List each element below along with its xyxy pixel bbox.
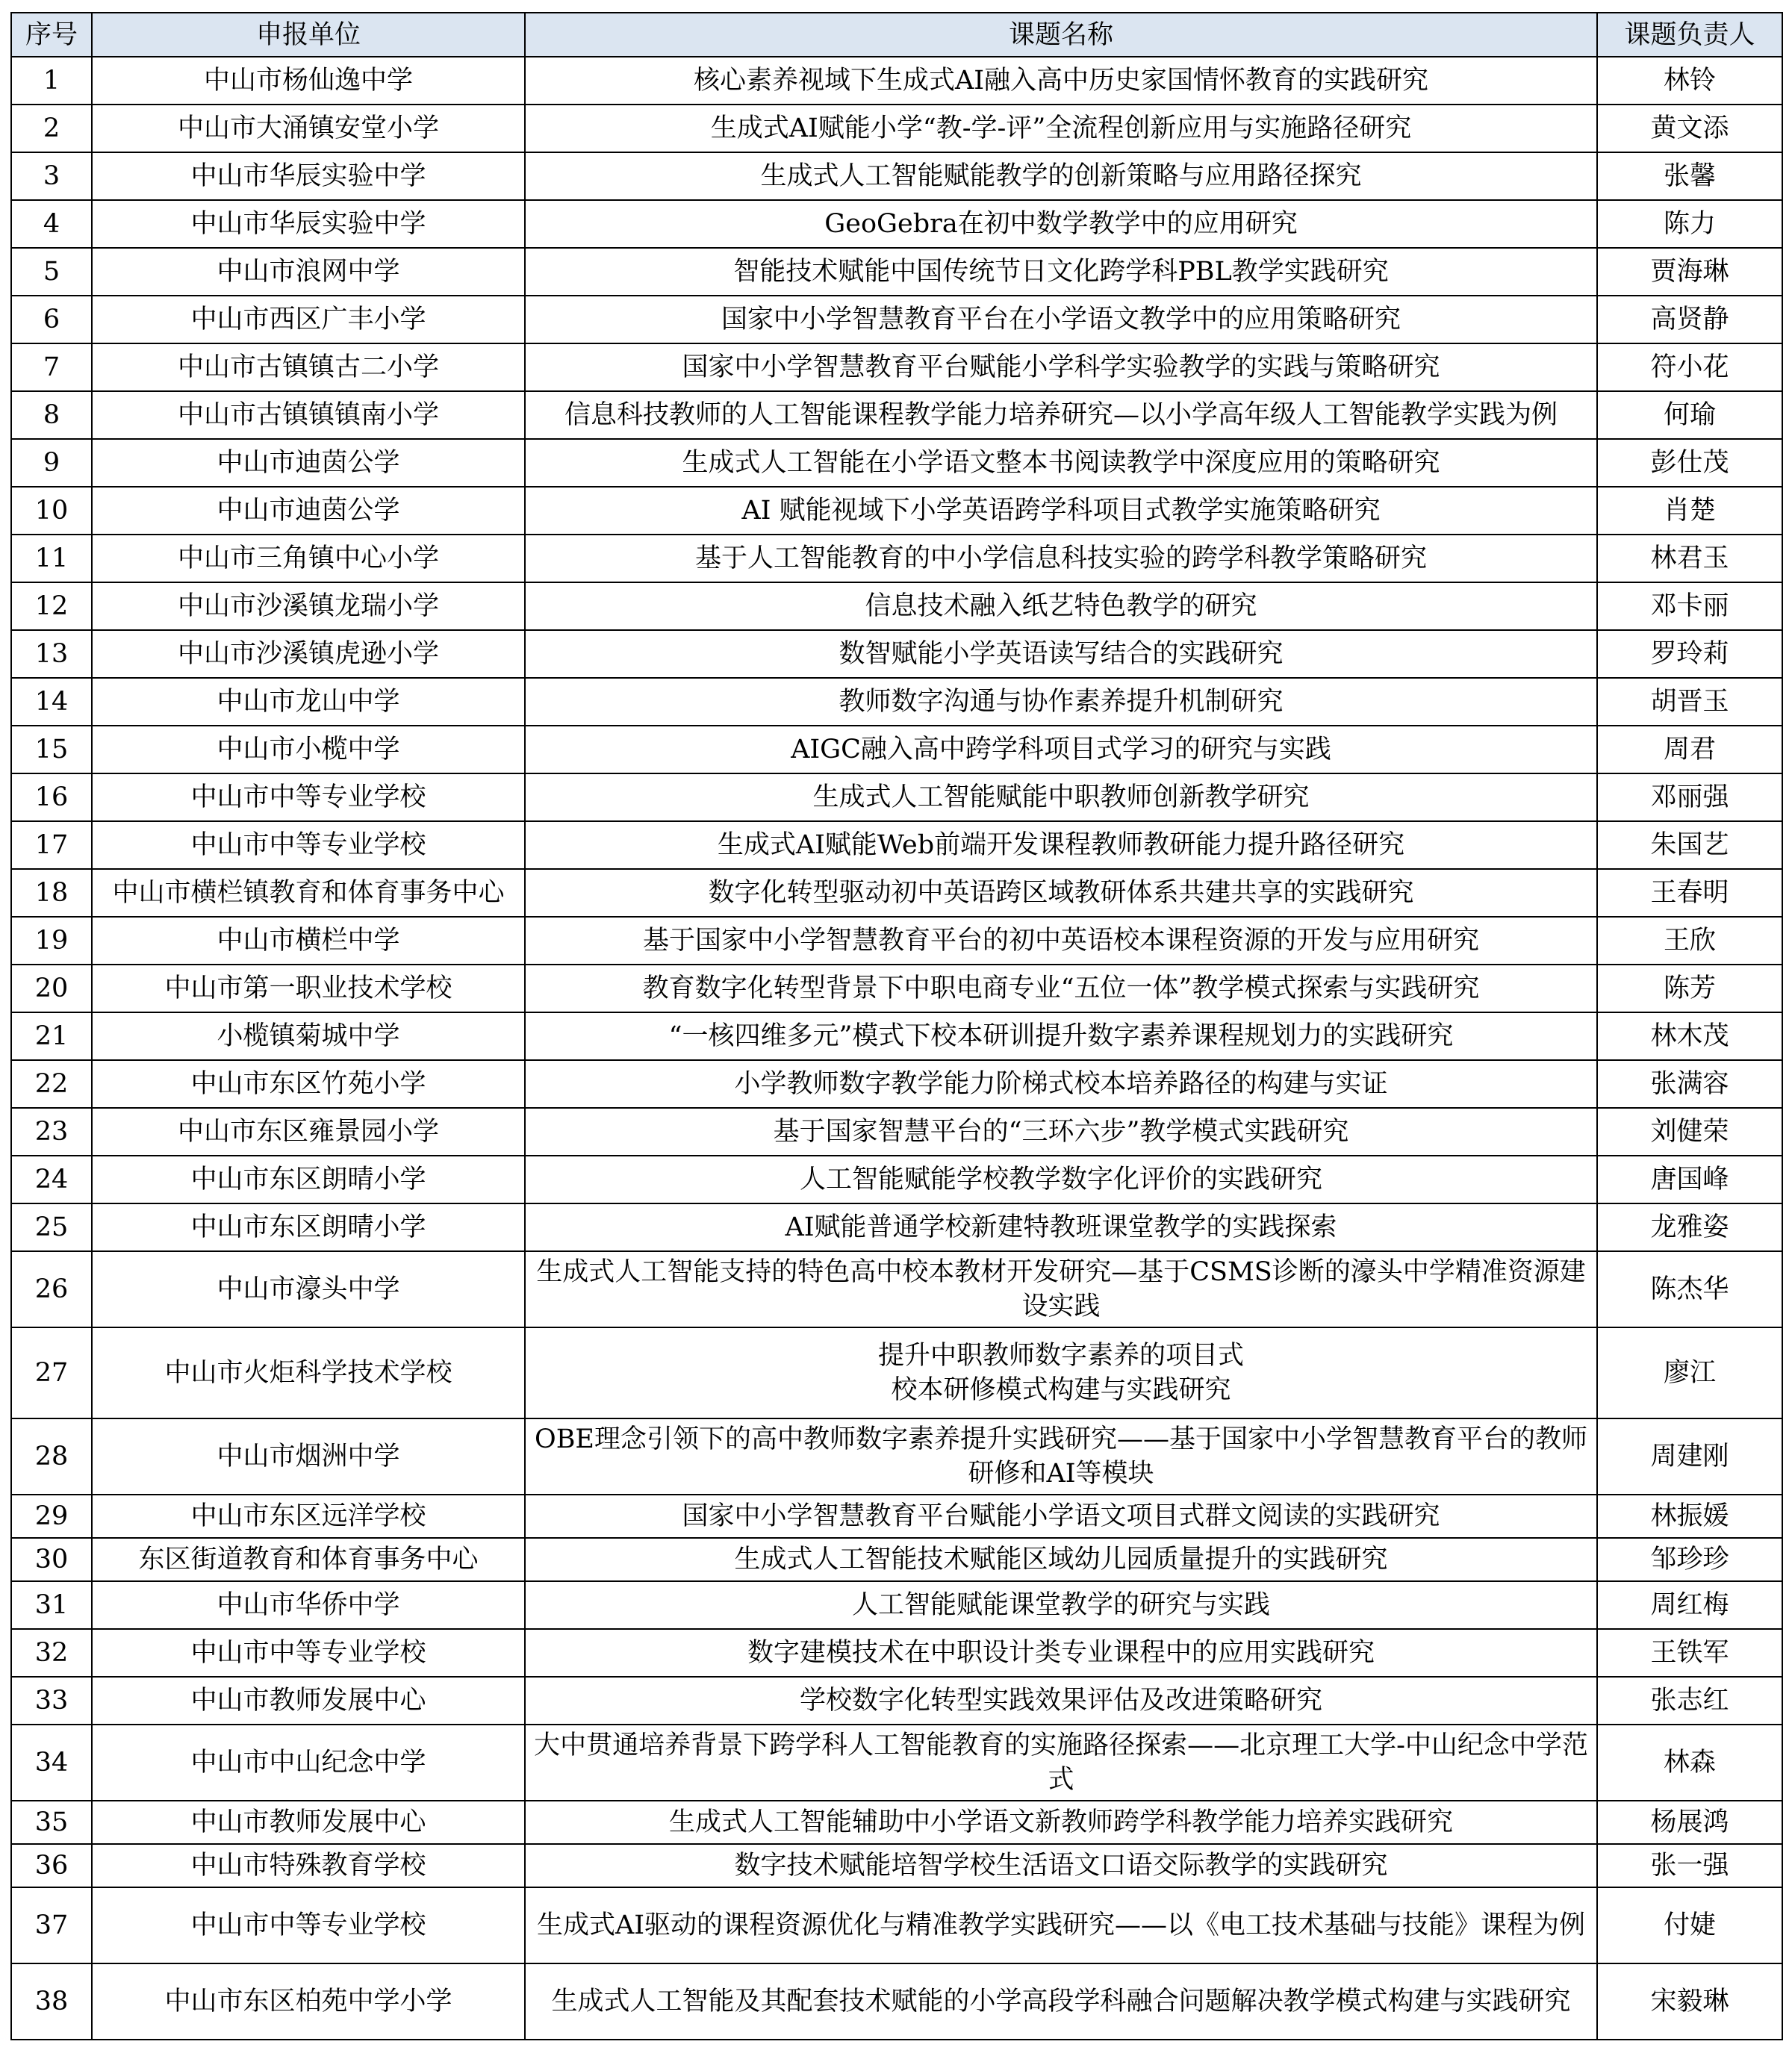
cell-index: 19 [11, 917, 92, 965]
cell-title: “一核四维多元”模式下校本研训提升数字素养课程规划力的实践研究 [525, 1012, 1597, 1060]
cell-title: 信息技术融入纸艺特色教学的研究 [525, 582, 1597, 630]
cell-unit: 中山市东区竹苑小学 [92, 1060, 525, 1108]
cell-title [525, 1327, 1597, 1418]
cell-index: 11 [11, 535, 92, 582]
table-row [11, 1418, 1782, 1495]
table-row [11, 1629, 1782, 1677]
cell-unit: 中山市浪网中学 [92, 248, 525, 296]
table-row [11, 57, 1782, 105]
cell-lead: 何瑜 [1597, 391, 1782, 439]
table-row [11, 965, 1782, 1012]
cell-index: 20 [11, 965, 92, 1012]
table-row [11, 1060, 1782, 1108]
cell-index: 15 [11, 726, 92, 773]
cell-index: 2 [11, 105, 92, 152]
cell-index: 26 [11, 1251, 92, 1327]
cell-lead: 付婕 [1597, 1887, 1782, 1963]
table-row [11, 1887, 1782, 1963]
cell-unit: 中山市横栏镇教育和体育事务中心 [92, 869, 525, 917]
cell-index: 36 [11, 1844, 92, 1887]
cell-title: 数字技术赋能培智学校生活语文口语交际教学的实践研究 [525, 1844, 1597, 1887]
cell-lead: 周红梅 [1597, 1581, 1782, 1629]
cell-title: 基于国家智慧平台的“三环六步”教学模式实践研究 [525, 1108, 1597, 1156]
table-row [11, 582, 1782, 630]
cell-title: 国家中小学智慧教育平台赋能小学科学实验教学的实践与策略研究 [525, 343, 1597, 391]
table-row [11, 535, 1782, 582]
cell-index: 24 [11, 1156, 92, 1203]
cell-index: 9 [11, 439, 92, 487]
cell-lead: 龙雅姿 [1597, 1203, 1782, 1251]
cell-title: 小学教师数字教学能力阶梯式校本培养路径的构建与实证 [525, 1060, 1597, 1108]
cell-unit: 中山市横栏中学 [92, 917, 525, 965]
cell-lead: 陈力 [1597, 200, 1782, 248]
cell-lead: 邹珍珍 [1597, 1538, 1782, 1581]
cell-index: 29 [11, 1495, 92, 1538]
cell-unit: 中山市烟洲中学 [92, 1418, 525, 1495]
cell-lead: 陈杰华 [1597, 1251, 1782, 1327]
cell-title: 智能技术赋能中国传统节日文化跨学科PBL教学实践研究 [525, 248, 1597, 296]
cell-index: 6 [11, 296, 92, 343]
table-row [11, 1677, 1782, 1725]
cell-index: 3 [11, 152, 92, 200]
cell-lead: 刘健荣 [1597, 1108, 1782, 1156]
cell-index: 37 [11, 1887, 92, 1963]
cell-title: GeoGebra在初中数学教学中的应用研究 [525, 200, 1597, 248]
cell-unit: 中山市火炬科学技术学校 [92, 1327, 525, 1418]
cell-unit: 中山市沙溪镇虎逊小学 [92, 630, 525, 678]
table-row [11, 296, 1782, 343]
cell-unit: 中山市华侨中学 [92, 1581, 525, 1629]
cell-title: 生成式人工智能赋能中职教师创新教学研究 [525, 773, 1597, 821]
cell-index: 12 [11, 582, 92, 630]
cell-title: 生成式AI赋能小学“教-学-评”全流程创新应用与实施路径研究 [525, 105, 1597, 152]
cell-title: 数字建模技术在中职设计类专业课程中的应用实践研究 [525, 1629, 1597, 1677]
cell-index: 21 [11, 1012, 92, 1060]
cell-lead: 林振媛 [1597, 1495, 1782, 1538]
cell-lead: 张满容 [1597, 1060, 1782, 1108]
cell-title: 生成式人工智能辅助中小学语文新教师跨学科教学能力培养实践研究 [525, 1801, 1597, 1844]
table-row [11, 1012, 1782, 1060]
table-row [11, 1156, 1782, 1203]
cell-title-line: 提升中职教师数字素养的项目式 [877, 1341, 1244, 1371]
cell-unit: 中山市中等专业学校 [92, 773, 525, 821]
cell-unit: 中山市华辰实验中学 [92, 200, 525, 248]
cell-index: 13 [11, 630, 92, 678]
cell-lead: 杨展鸿 [1597, 1801, 1782, 1844]
table-row [11, 726, 1782, 773]
cell-lead: 朱国艺 [1597, 821, 1782, 869]
table-row [11, 869, 1782, 917]
cell-title: 基于人工智能教育的中小学信息科技实验的跨学科教学策略研究 [525, 535, 1597, 582]
cell-lead: 唐国峰 [1597, 1156, 1782, 1203]
cell-index: 27 [11, 1327, 92, 1418]
cell-lead: 贾海琳 [1597, 248, 1782, 296]
cell-index: 5 [11, 248, 92, 296]
cell-lead: 邓卡丽 [1597, 582, 1782, 630]
cell-index: 18 [11, 869, 92, 917]
cell-unit: 中山市大涌镇安堂小学 [92, 105, 525, 152]
cell-index: 31 [11, 1581, 92, 1629]
cell-unit: 中山市东区雍景园小学 [92, 1108, 525, 1156]
table-row [11, 248, 1782, 296]
cell-title: 国家中小学智慧教育平台在小学语文教学中的应用策略研究 [525, 296, 1597, 343]
header-lead: 课题负责人 [1597, 13, 1782, 57]
cell-unit: 中山市西区广丰小学 [92, 296, 525, 343]
cell-title: 生成式人工智能支持的特色高中校本教材开发研究—基于CSMS诊断的濠头中学精准资源建设实践 [525, 1251, 1597, 1327]
cell-unit: 中山市古镇镇古二小学 [92, 343, 525, 391]
cell-lead: 张一强 [1597, 1844, 1782, 1887]
table-row [11, 1108, 1782, 1156]
cell-title: 人工智能赋能学校教学数字化评价的实践研究 [525, 1156, 1597, 1203]
cell-title: 生成式AI驱动的课程资源优化与精准教学实践研究——以《电工技术基础与技能》课程为例 [525, 1887, 1597, 1963]
table-row [11, 487, 1782, 535]
cell-index: 38 [11, 1963, 92, 2040]
cell-lead: 林森 [1597, 1725, 1782, 1801]
table-row [11, 1203, 1782, 1251]
cell-index: 17 [11, 821, 92, 869]
cell-index: 7 [11, 343, 92, 391]
cell-unit: 中山市教师发展中心 [92, 1677, 525, 1725]
cell-lead: 罗玲莉 [1597, 630, 1782, 678]
table-row [11, 391, 1782, 439]
cell-title-line: 校本研修模式构建与实践研究 [891, 1375, 1231, 1405]
cell-title: 信息科技教师的人工智能课程教学能力培养研究—以小学高年级人工智能教学实践为例 [525, 391, 1597, 439]
cell-title: 教育数字化转型背景下中职电商专业“五位一体”教学模式探索与实践研究 [525, 965, 1597, 1012]
table-row [11, 821, 1782, 869]
cell-unit: 中山市濠头中学 [92, 1251, 525, 1327]
cell-index: 28 [11, 1418, 92, 1495]
cell-title: AIGC融入高中跨学科项目式学习的研究与实践 [525, 726, 1597, 773]
cell-index: 32 [11, 1629, 92, 1677]
cell-lead: 肖楚 [1597, 487, 1782, 535]
cell-unit: 中山市东区朗晴小学 [92, 1203, 525, 1251]
cell-unit: 中山市中山纪念中学 [92, 1725, 525, 1801]
cell-lead: 张志红 [1597, 1677, 1782, 1725]
cell-lead: 符小花 [1597, 343, 1782, 391]
cell-title: 生成式人工智能赋能教学的创新策略与应用路径探究 [525, 152, 1597, 200]
header-row [11, 13, 1782, 57]
cell-lead: 王欣 [1597, 917, 1782, 965]
cell-title: OBE理念引领下的高中教师数字素养提升实践研究——基于国家中小学智慧教育平台的教师研修和AI等模块 [525, 1418, 1597, 1495]
cell-unit: 中山市第一职业技术学校 [92, 965, 525, 1012]
cell-index: 14 [11, 678, 92, 726]
cell-title: 数智赋能小学英语读写结合的实践研究 [525, 630, 1597, 678]
cell-title: 基于国家中小学智慧教育平台的初中英语校本课程资源的开发与应用研究 [525, 917, 1597, 965]
cell-title: AI 赋能视域下小学英语跨学科项目式教学实施策略研究 [525, 487, 1597, 535]
header-unit: 申报单位 [92, 13, 525, 57]
cell-title: 学校数字化转型实践效果评估及改进策略研究 [525, 1677, 1597, 1725]
cell-lead: 林铃 [1597, 57, 1782, 105]
cell-unit: 中山市古镇镇镇南小学 [92, 391, 525, 439]
cell-unit: 中山市华辰实验中学 [92, 152, 525, 200]
header-title: 课题名称 [525, 13, 1597, 57]
cell-unit: 中山市东区柏苑中学小学 [92, 1963, 525, 2040]
cell-lead: 邓丽强 [1597, 773, 1782, 821]
cell-unit: 中山市中等专业学校 [92, 821, 525, 869]
cell-unit: 小榄镇菊城中学 [92, 1012, 525, 1060]
cell-index: 4 [11, 200, 92, 248]
cell-lead: 林君玉 [1597, 535, 1782, 582]
table-row [11, 1581, 1782, 1629]
cell-unit: 中山市杨仙逸中学 [92, 57, 525, 105]
cell-index: 10 [11, 487, 92, 535]
header-index: 序号 [11, 13, 92, 57]
cell-unit: 中山市三角镇中心小学 [92, 535, 525, 582]
cell-lead: 高贤静 [1597, 296, 1782, 343]
cell-title: 生成式人工智能在小学语文整本书阅读教学中深度应用的策略研究 [525, 439, 1597, 487]
table-row [11, 200, 1782, 248]
cell-index: 34 [11, 1725, 92, 1801]
cell-title: 核心素养视域下生成式AI融入高中历史家国情怀教育的实践研究 [525, 57, 1597, 105]
cell-index: 8 [11, 391, 92, 439]
project-table [10, 12, 1783, 2040]
cell-unit: 中山市特殊教育学校 [92, 1844, 525, 1887]
table-row [11, 152, 1782, 200]
table-row [11, 1844, 1782, 1887]
cell-index: 22 [11, 1060, 92, 1108]
cell-index: 35 [11, 1801, 92, 1844]
table-row [11, 1801, 1782, 1844]
cell-title: 国家中小学智慧教育平台赋能小学语文项目式群文阅读的实践研究 [525, 1495, 1597, 1538]
cell-title: 生成式人工智能及其配套技术赋能的小学高段学科融合问题解决教学模式构建与实践研究 [525, 1963, 1597, 2040]
cell-index: 25 [11, 1203, 92, 1251]
table-row [11, 1963, 1782, 2040]
table-row [11, 630, 1782, 678]
cell-lead: 王春明 [1597, 869, 1782, 917]
cell-unit: 中山市中等专业学校 [92, 1629, 525, 1677]
table-row [11, 439, 1782, 487]
table-row [11, 773, 1782, 821]
cell-unit: 中山市迪茵公学 [92, 487, 525, 535]
cell-unit: 中山市东区远洋学校 [92, 1495, 525, 1538]
cell-title: 生成式AI赋能Web前端开发课程教师教研能力提升路径研究 [525, 821, 1597, 869]
table-row [11, 678, 1782, 726]
cell-lead: 廖江 [1597, 1327, 1782, 1418]
cell-index: 16 [11, 773, 92, 821]
cell-lead: 陈芳 [1597, 965, 1782, 1012]
table-row [11, 1725, 1782, 1801]
cell-lead: 周君 [1597, 726, 1782, 773]
cell-title: 大中贯通培养背景下跨学科人工智能教育的实施路径探索——北京理工大学-中山纪念中学范式 [525, 1725, 1597, 1801]
cell-lead: 彭仕茂 [1597, 439, 1782, 487]
cell-index: 33 [11, 1677, 92, 1725]
cell-lead: 宋毅琳 [1597, 1963, 1782, 2040]
cell-unit: 中山市小榄中学 [92, 726, 525, 773]
cell-title: 教师数字沟通与协作素养提升机制研究 [525, 678, 1597, 726]
cell-index: 1 [11, 57, 92, 105]
cell-lead: 胡晋玉 [1597, 678, 1782, 726]
cell-unit: 中山市东区朗晴小学 [92, 1156, 525, 1203]
cell-title: 生成式人工智能技术赋能区域幼儿园质量提升的实践研究 [525, 1538, 1597, 1581]
cell-lead: 黄文添 [1597, 105, 1782, 152]
cell-unit: 中山市教师发展中心 [92, 1801, 525, 1844]
cell-title: 数字化转型驱动初中英语跨区域教研体系共建共享的实践研究 [525, 869, 1597, 917]
cell-index: 30 [11, 1538, 92, 1581]
table-row [11, 105, 1782, 152]
cell-unit: 中山市沙溪镇龙瑞小学 [92, 582, 525, 630]
table-row [11, 917, 1782, 965]
cell-unit: 东区街道教育和体育事务中心 [92, 1538, 525, 1581]
cell-lead: 周建刚 [1597, 1418, 1782, 1495]
cell-lead: 林木茂 [1597, 1012, 1782, 1060]
cell-unit: 中山市迪茵公学 [92, 439, 525, 487]
table-row [11, 1327, 1782, 1418]
cell-lead: 张馨 [1597, 152, 1782, 200]
table-row [11, 1251, 1782, 1327]
cell-unit: 中山市中等专业学校 [92, 1887, 525, 1963]
cell-index: 23 [11, 1108, 92, 1156]
table-row [11, 343, 1782, 391]
cell-unit: 中山市龙山中学 [92, 678, 525, 726]
table-row [11, 1538, 1782, 1581]
cell-lead: 王铁军 [1597, 1629, 1782, 1677]
cell-title: AI赋能普通学校新建特教班课堂教学的实践探索 [525, 1203, 1597, 1251]
cell-title: 人工智能赋能课堂教学的研究与实践 [525, 1581, 1597, 1629]
table-row [11, 1495, 1782, 1538]
